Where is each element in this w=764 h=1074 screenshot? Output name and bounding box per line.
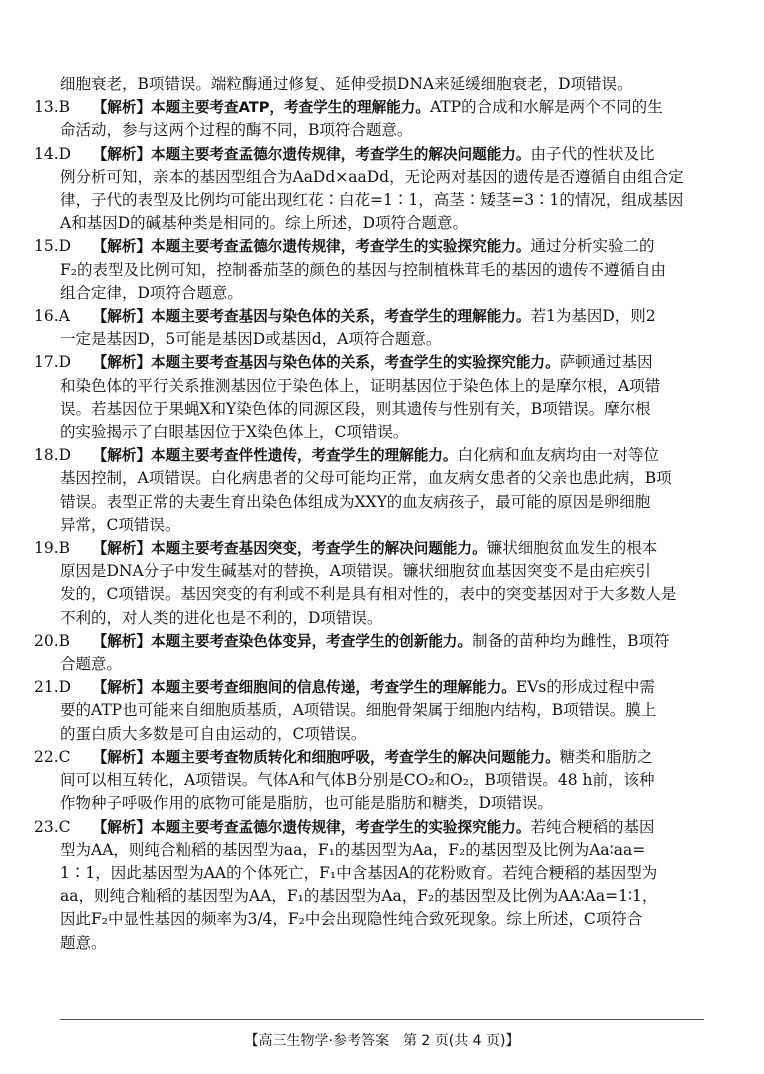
footer-text: 【高三生物学·参考答案 第 2 页(共 4 页)】 xyxy=(244,1033,520,1049)
answer-item xyxy=(34,351,704,444)
analysis-line: 题意。 xyxy=(60,933,107,952)
analysis-text: 制备的苗种均为雌性，B项符 xyxy=(472,631,670,650)
analysis-heading: 【解析】本题主要考查细胞间的信息传递，考查学生的理解能力。 xyxy=(92,679,516,697)
footer-divider xyxy=(60,1019,704,1020)
analysis-line: 律，子代的表型及比例均可能出现红花∶白花=1∶1，高茎∶矮茎=3∶1的情况，组成基因 xyxy=(60,191,684,210)
analysis-line: 型为AA，则纯合籼稻的基因型为aa，F₁的基因型为Aa，F₂的基因型及比例为Aa∶aa= xyxy=(60,840,646,859)
analysis-text: 若纯合粳稻的基因 xyxy=(530,817,655,836)
analysis-line: A和基因D的碱基种类是相同的。综上所述，D项符合题意。 xyxy=(60,214,469,233)
answer-item xyxy=(34,676,704,746)
question-number: 18. xyxy=(34,446,59,465)
answer-item-first-line xyxy=(34,816,704,839)
question-number: 22. xyxy=(34,747,59,766)
analysis-line: 作物种子呼吸作用的底物可能是脂肪，也可能是脂肪和糖类，D项错误。 xyxy=(60,794,553,813)
page-footer xyxy=(0,1030,764,1050)
analysis-line: 1∶1，因此基因型为AA的个体死亡，F₁中含基因A的花粉败育。若纯合粳稻的基因型为 xyxy=(60,863,658,882)
answer-item xyxy=(34,96,704,142)
analysis-text: 通过分析实验二的 xyxy=(530,237,655,256)
question-number: 19. xyxy=(34,539,59,558)
analysis-line: 的蛋白质大多数是可自由运动的，C项错误。 xyxy=(60,724,367,743)
answer-item-first-line xyxy=(34,351,704,374)
answer-letter: C xyxy=(58,817,71,836)
answer-letter: B xyxy=(58,539,71,558)
analysis-line: 原因是DNA分子中发生碱基对的替换，A项错误。镰状细胞贫血基因突变不是由疟疾引 xyxy=(60,562,651,581)
question-number: 21. xyxy=(34,678,59,697)
analysis-line: 错误。表型正常的夫妻生育出染色体组成为XXY的血友病孩子，最可能的原因是卵细胞 xyxy=(60,492,651,511)
analysis-line: 合题意。 xyxy=(60,655,123,674)
answer-item-first-line xyxy=(34,235,704,258)
analysis-line: 例分析可知，亲本的基因型组合为AaDd×aaDd，无论两对基因的遗传是否遵循自由组合定 xyxy=(60,167,684,186)
analysis-heading: 【解析】本题主要考查物质转化和细胞呼吸，考查学生的解决问题能力。 xyxy=(92,748,560,766)
question-number: 17. xyxy=(34,353,59,372)
question-number: 20. xyxy=(34,631,59,650)
answer-item xyxy=(34,444,704,537)
answer-letter: D xyxy=(58,144,72,163)
answer-item-first-line xyxy=(34,746,704,769)
answer-item xyxy=(34,305,704,351)
answer-item-first-line xyxy=(34,143,704,166)
analysis-line: 误。若基因位于果蝇X和Y染色体的同源区段，则其遗传与性别有关，B项错误。摩尔根 xyxy=(60,399,651,418)
analysis-text: 由子代的性状及比 xyxy=(530,144,655,163)
question-number: 13. xyxy=(34,98,59,117)
intro-line: 细胞衰老，B项错误。端粒酶通过修复、延伸受损DNA来延缓细胞衰老，D项错误。 xyxy=(60,75,633,93)
analysis-line: 组合定律，D项符合题意。 xyxy=(60,283,243,302)
analysis-line: 发的，C项错误。基因突变的有利或不利是具有相对性的，表中的突变基因对于大多数人是 xyxy=(60,585,677,604)
answer-letter: D xyxy=(58,446,72,465)
answer-item-first-line xyxy=(34,96,704,119)
analysis-text: 糖类和脂肪之 xyxy=(559,747,653,766)
question-number: 23. xyxy=(34,817,59,836)
analysis-line: 不利的，对人类的进化也是不利的，D项错误。 xyxy=(60,608,383,627)
answer-letter: D xyxy=(58,353,72,372)
answer-item-first-line xyxy=(34,444,704,467)
answer-letter: A xyxy=(58,307,70,326)
answer-item xyxy=(34,816,704,955)
analysis-text: 萨顿通过基因 xyxy=(559,353,653,372)
answer-item xyxy=(34,537,704,630)
answer-letter: D xyxy=(58,237,72,256)
analysis-heading: 【解析】本题主要考查孟德尔遗传规律，考查学生的解决问题能力。 xyxy=(92,145,531,163)
analysis-line: 一定是基因D，5可能是基因D或基因d，A项符合题意。 xyxy=(60,330,442,349)
analysis-heading: 【解析】本题主要考查染色体变异，考查学生的创新能力。 xyxy=(92,632,473,650)
analysis-line: 命活动，参与这两个过程的酶不同，B项符合题意。 xyxy=(60,121,413,140)
answer-item-first-line xyxy=(34,676,704,699)
analysis-line: 异常，C项错误。 xyxy=(60,515,181,534)
analysis-line: 间可以相互转化，A项错误。气体A和气体B分别是CO₂和O₂，B项错误。48 h前，该种 xyxy=(60,771,655,790)
answer-item-first-line xyxy=(34,305,704,328)
answer-item-first-line xyxy=(34,630,704,653)
answer-item xyxy=(34,630,704,676)
answer-item xyxy=(34,746,704,816)
analysis-line: 要的ATP也可能来自细胞质基质，A项错误。细胞骨架属于细胞内结构，B项错误。膜上 xyxy=(60,701,657,720)
answer-letter: D xyxy=(58,678,72,697)
answer-content xyxy=(34,73,704,955)
answer-item xyxy=(34,235,704,305)
answer-letter: B xyxy=(58,98,71,117)
answer-letter: B xyxy=(58,631,71,650)
question-number: 14. xyxy=(34,144,59,163)
analysis-heading: 【解析】本题主要考查基因突变，考查学生的解决问题能力。 xyxy=(92,540,487,558)
analysis-text: 镰状细胞贫血发生的根本 xyxy=(486,539,658,558)
analysis-text: 白化病和血友病均由一对等位 xyxy=(457,446,660,465)
question-number: 15. xyxy=(34,237,59,256)
analysis-line: aa，则纯合籼稻的基因型为AA，F₁的基因型为Aa，F₂的基因型及比例为AA∶Aa=1∶1， xyxy=(60,887,658,906)
analysis-line: 因此F₂中显性基因的频率为3/4，F₂中会出现隐性纯合致死现象。综上所述，C项符合 xyxy=(60,910,643,929)
analysis-heading: 【解析】本题主要考查ATP，考查学生的理解能力。 xyxy=(92,99,430,117)
answer-item xyxy=(34,143,704,236)
analysis-text: ATP的合成和水解是两个不同的生 xyxy=(429,98,663,117)
analysis-line: F₂的表型及比例可知，控制番茄茎的颜色的基因与控制植株茸毛的基因的遗传不遵循自由 xyxy=(60,260,666,279)
analysis-line: 基因控制，A项错误。白化病患者的父母可能均正常，血友病女患者的父亲也患此病，B项 xyxy=(60,469,672,488)
analysis-heading: 【解析】本题主要考查基因与染色体的关系，考查学生的理解能力。 xyxy=(92,308,531,326)
question-number: 16. xyxy=(34,307,59,326)
answer-item-first-line xyxy=(34,537,704,560)
answer-letter: C xyxy=(58,747,71,766)
analysis-line: 和染色体的平行关系推测基因位于染色体上，证明基因位于染色体上的是摩尔根，A项错 xyxy=(60,376,661,395)
analysis-text: 若1为基因D，则2 xyxy=(530,307,656,326)
analysis-text: EVs的形成过程中需 xyxy=(515,678,655,697)
analysis-heading: 【解析】本题主要考查伴性遗传，考查学生的理解能力。 xyxy=(92,447,458,465)
analysis-heading: 【解析】本题主要考查孟德尔遗传规律，考查学生的实验探究能力。 xyxy=(92,238,531,256)
analysis-line: 的实验揭示了白眼基因位于X染色体上，C项错误。 xyxy=(60,423,409,442)
analysis-heading: 【解析】本题主要考查孟德尔遗传规律，考查学生的实验探究能力。 xyxy=(92,818,531,836)
analysis-heading: 【解析】本题主要考查基因与染色体的关系，考查学生的实验探究能力。 xyxy=(92,354,560,372)
